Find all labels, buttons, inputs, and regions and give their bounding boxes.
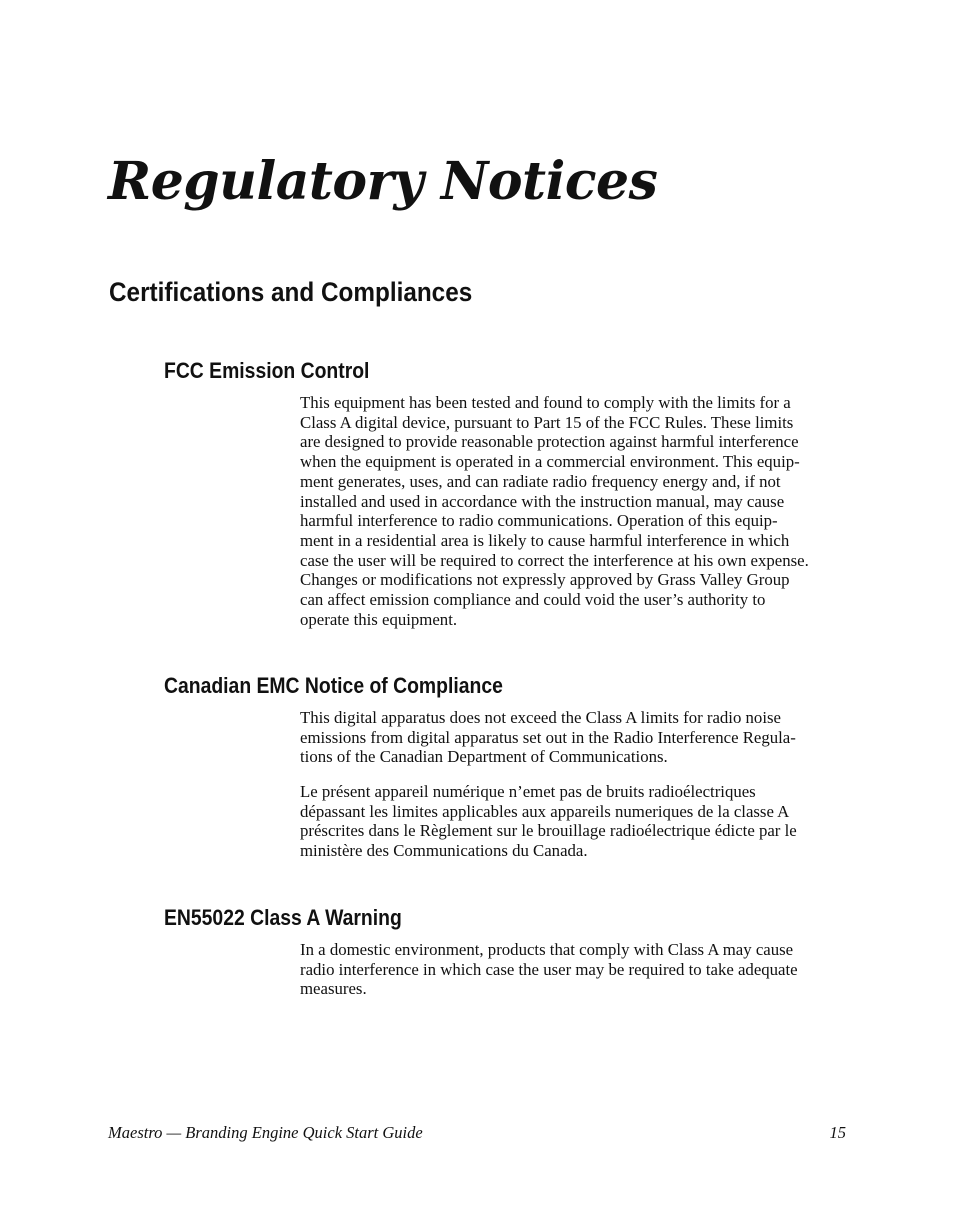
heading-canadian-emc: Canadian EMC Notice of Compliance [164,673,503,698]
paragraph-canadian-english: This digital apparatus does not exceed the Class A limits for radio noise emissions from digital apparatus set out in the Radio Interference Regula- tions of the Canadian Department of Communications. [300,708,796,767]
paragraph-fcc-emission: This equipment has been tested and found to comply with the limits for a Class A digital device, pursuant to Part 15 of the FCC Rules. These limits are designed to provide reasonable protection against harmful interference when the equipment is operated in a commercial environment. This equip- ment generates, uses, and can radiate radio frequency energy and, if not installed and used in accordance with the instruction manual, may cause harmful interference to radio communications. Operation of this equip- ment in a residential area is likely to cause harmful interference in which case the user will be required to correct the interference at his own expense. Changes or modifications not expressly approved by Grass Valley Group can affect emission compliance and could void the user’s authority to operate this equipment. [300,393,809,629]
heading-en55022-warning: EN55022 Class A Warning [164,905,402,930]
page-title: Regulatory Notices [108,151,658,212]
heading-fcc-emission-control: FCC Emission Control [164,358,370,383]
footer-document-title: Maestro — Branding Engine Quick Start Guide [108,1123,423,1142]
footer-page-number: 15 [829,1123,846,1142]
paragraph-en55022: In a domestic environment, products that comply with Class A may cause radio interference in which case the user may be required to take adequate measures. [300,940,798,999]
section-title-certifications: Certifications and Compliances [109,277,473,307]
paragraph-canadian-french: Le présent appareil numérique n’emet pas de bruits radioélectriques dépassant les limites applicables aux appareils numeriques de la classe A préscrites dans le Règlement sur le brouillage radioélectrique édicte par le ministère des Communications du Canada. [300,782,797,861]
